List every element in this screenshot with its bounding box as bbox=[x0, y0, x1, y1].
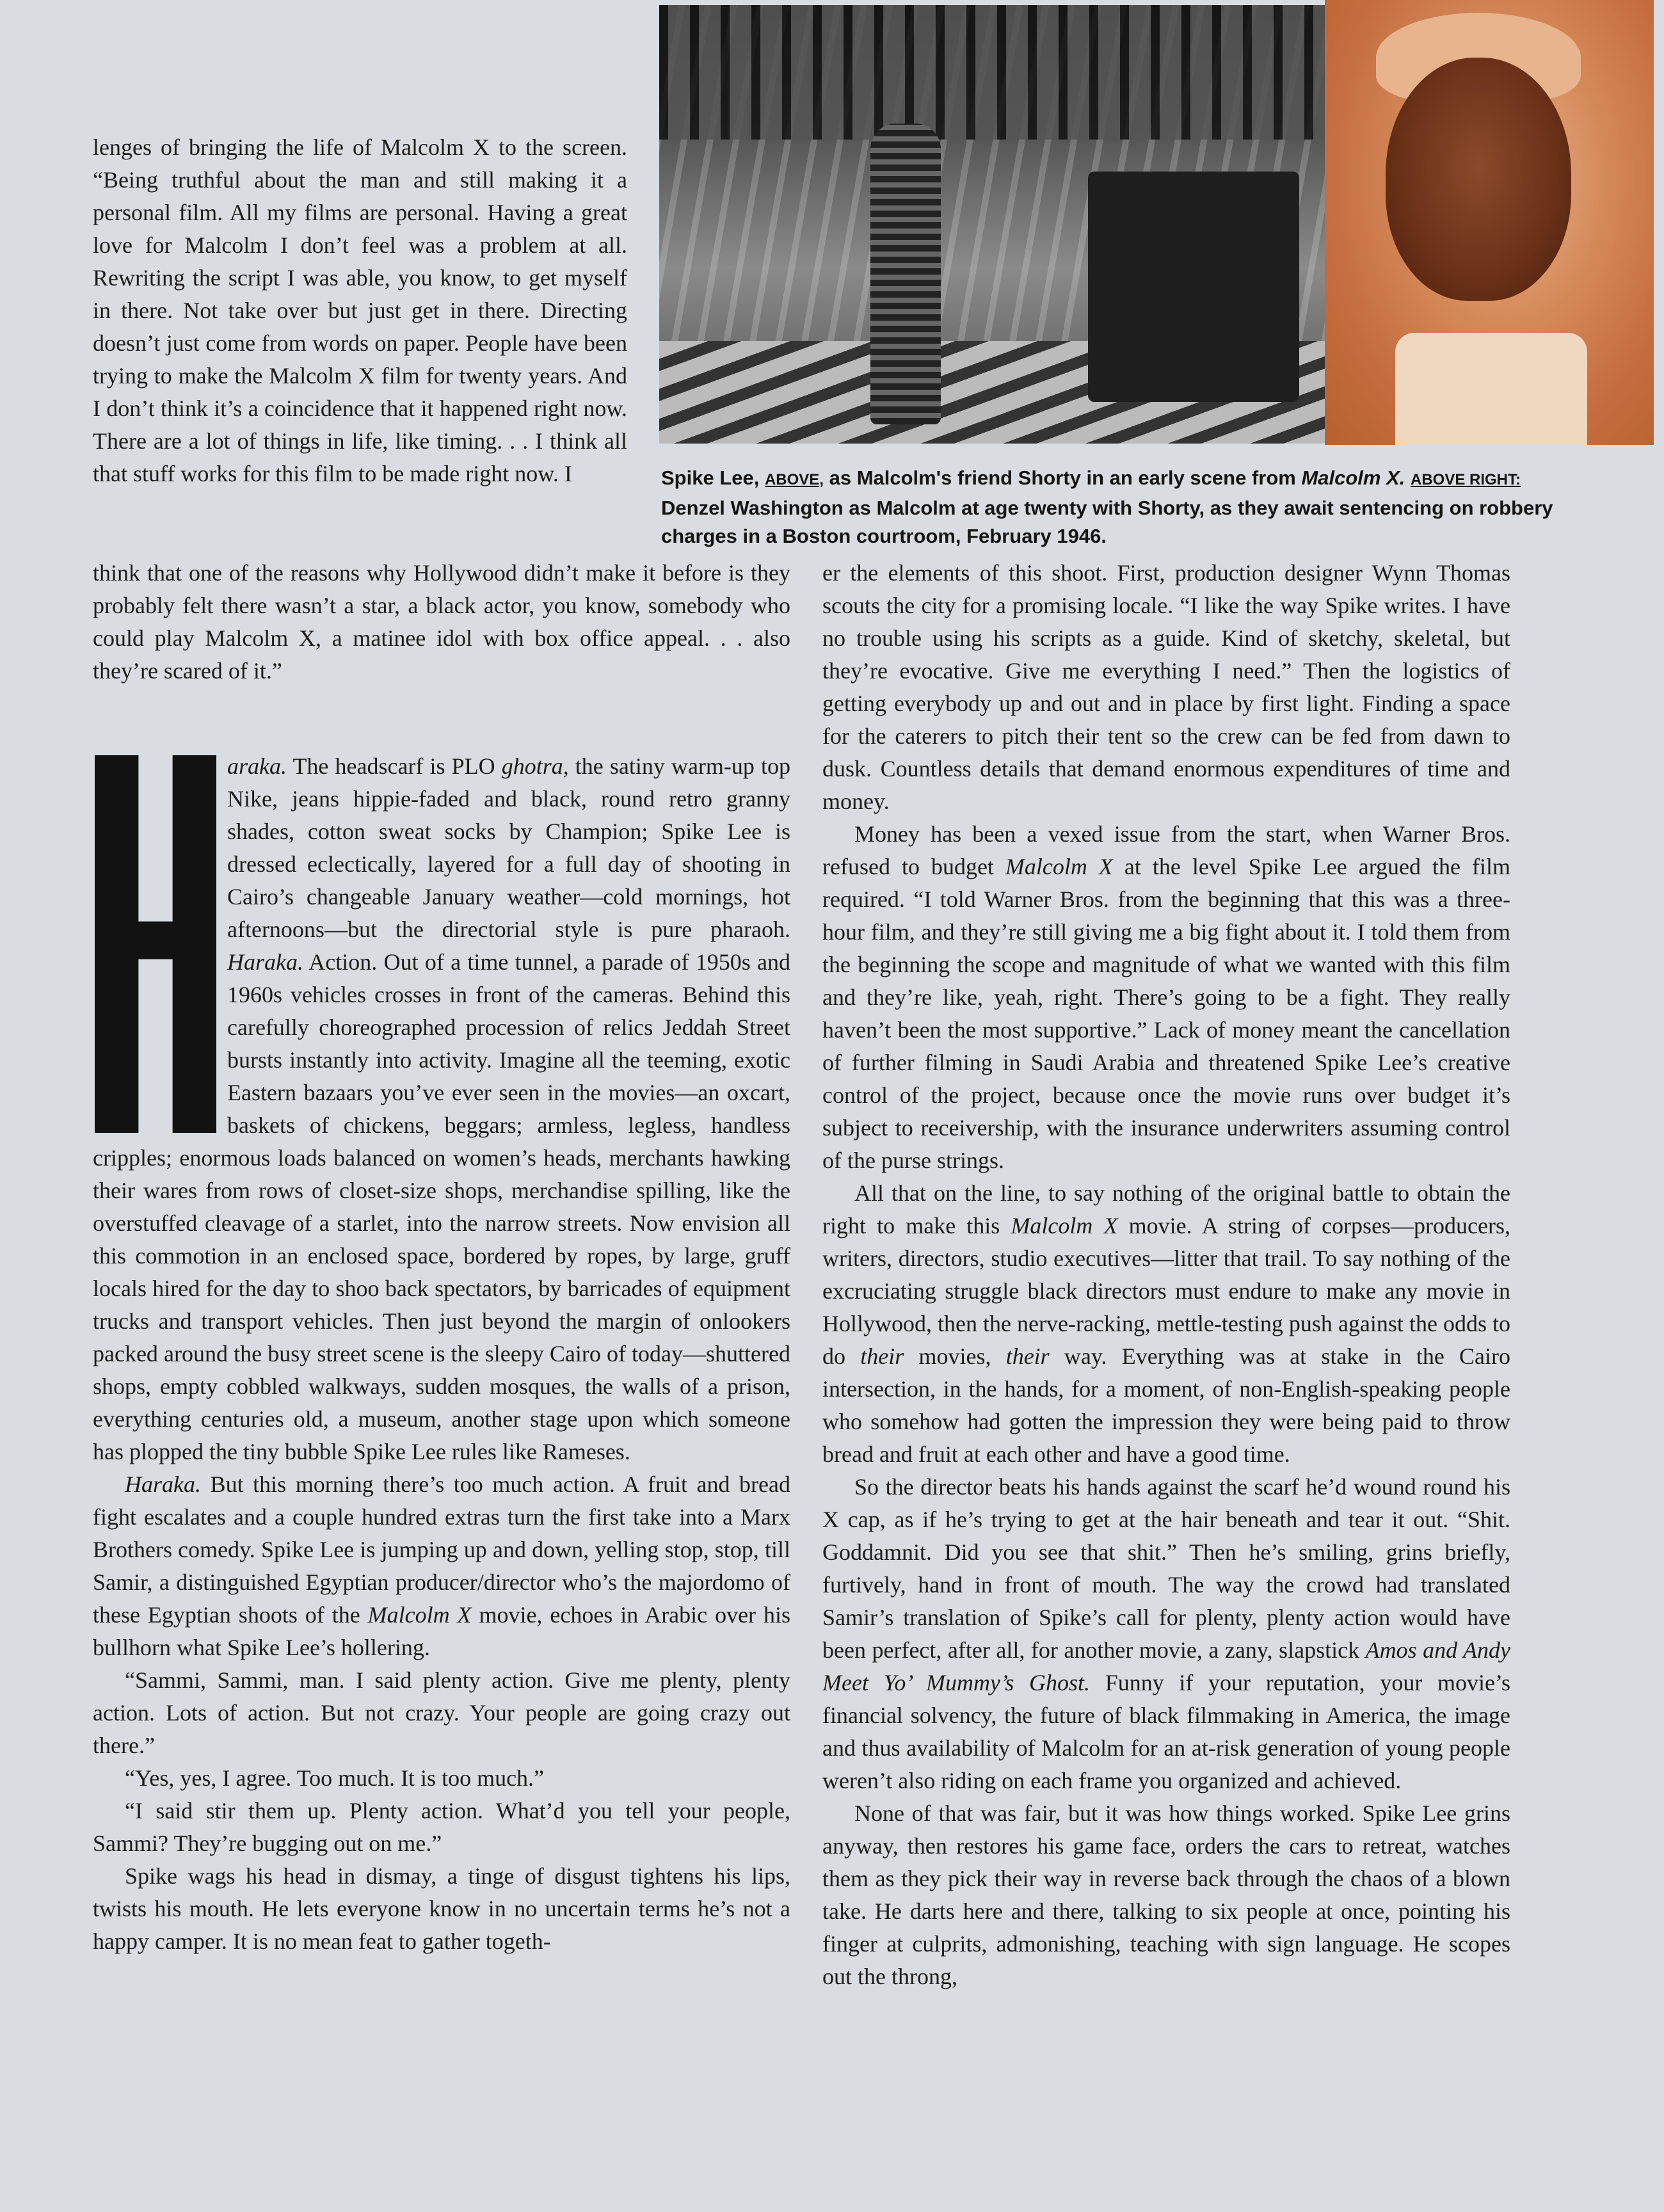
emphasis: their bbox=[860, 1343, 904, 1369]
left-paragraph-5: “I said stir them up. Plenty action. What’d you tell your people, Sammi? They’re bugging out on me.” bbox=[93, 1798, 790, 1856]
text: Action. Out of a time tunnel, a parade of 1950s and 1960s vehicles crosses in front of the cameras. Behind this carefully choreographed procession of relics Jeddah Street bursts instantly into activity. Imagine all the teeming, exotic Eastern bazaars you’ve ever seen in the movies—an oxcart, baskets of chickens, beggars; armless, legless, handless cripples; enormous loads balanced on women’s heads, merchants hawking their wares from rows of closet-size shops, merchandise spilling, like the overstuffed cleavage of a starlet, into the narrow streets. Now envision all this commotion in an enclosed space, bordered by ropes, by large, gruff locals hired for the day to shoo back spectators, by barricades of equipment trucks and transport vehicles. Then just beyond the margin of onlookers packed around the busy street scene is the sleepy Cairo of today—shuttered shops, empty cobbled walkways, sudden mosques, the walls of a prison, everything centuries old, a museum, another stage upon which someone has plopped the tiny bubble Spike Lee rules like Rameses. bbox=[93, 949, 790, 1464]
right-paragraph-3 bbox=[822, 1177, 1510, 1471]
film-title: Amos and Andy Meet Yo’ Mummy’s Ghost. bbox=[822, 1637, 1510, 1695]
right-column bbox=[822, 557, 1510, 1993]
caption-text: as Malcolm's friend Shorty in an early scene from bbox=[823, 467, 1302, 489]
ghotra-italic: ghotra, bbox=[501, 753, 569, 779]
truck bbox=[1088, 172, 1299, 402]
text: movie. A string of corpses—producers, writers, directors, studio executives—litter that trail. To say nothing of the excruciating struggle black directors must endure to make any movie in Hollywood, then the nerve-racking, mettle-testing push against the odds to do bbox=[822, 1213, 1511, 1369]
emphasis: their bbox=[1005, 1343, 1050, 1369]
left-column bbox=[93, 750, 790, 1958]
text: So the director beats his hands against the scarf he’d wound round his X cap, as if he’s trying to get at the hair beneath and tear it out. “Shit. Goddamnit. Did you see that shit.” Then he’s smiling, grins briefly, furtively, hand in front of mouth. The way the crowd had translated Samir’s translation of Spike’s call for plenty, plenty action would have been perfect, after all, for another movie, a zany, slapstick bbox=[822, 1474, 1510, 1663]
undershirt bbox=[1395, 333, 1587, 445]
text: Money has been a vexed issue from the start, when Warner Bros. refused to budget bbox=[822, 821, 1510, 879]
film-title: Malcolm X bbox=[1011, 1213, 1118, 1238]
text: But this morning there’s too much action. A fruit and bread fight escalates and a couple hundred extras turn the first take into a Marx Brothers comedy. Spike Lee is jumping up and down, yelling stop, stop, till Samir, a distinguished Egyptian producer/director who’s the majordomo of these Egyptian shoots of the bbox=[93, 1471, 790, 1628]
face bbox=[1386, 58, 1571, 301]
intro-text: lenges of bringing the life of Malcolm X to the screen. “Being truthful about the man and still making it a personal film. All my films are personal. Having a great love for Malcolm I don’t feel was a problem at all. Rewriting the script I was able, you know, to get myself in there. Not take over but just get in there. Directing doesn’t just come from words on paper. People have been trying to make the Malcolm X film for twenty years. And I don’t think it’s a coincidence that it happened right now. There are a lot of things in life, like timing. . . I think all that stuff works for this film to be made right now. I bbox=[93, 134, 627, 486]
caption-text: Spike Lee, bbox=[661, 467, 765, 489]
text: All that on the line, to say nothing of the original battle to obtain the right to make this bbox=[822, 1180, 1510, 1238]
caption-tag-above: ABOVE, bbox=[764, 471, 824, 488]
intro-paragraph bbox=[93, 131, 627, 490]
left-paragraph-3: “Sammi, Sammi, man. I said plenty action. Give me plenty, plenty action. Lots of action. But not crazy. Your people are going crazy out there.” bbox=[93, 1667, 790, 1758]
haraka-italic: araka. bbox=[227, 753, 287, 779]
intro-paragraph-continued bbox=[93, 557, 790, 687]
haraka-italic: Haraka. bbox=[125, 1471, 201, 1497]
caption-tag-above-right: ABOVE RIGHT: bbox=[1411, 471, 1521, 488]
text: movie, echoes in Arabic over his bullhorn what Spike Lee’s hollering. bbox=[93, 1602, 790, 1660]
text: way. Everything was at stake in the Cairo intersection, in the hands, for a moment, of non-English-speaking people who somehow had gotten the impression they were being paid to throw bread and fruit at each other and have a good time. bbox=[822, 1343, 1511, 1467]
right-paragraph-4 bbox=[822, 1471, 1510, 1797]
film-title: Malcolm X bbox=[1005, 854, 1113, 879]
text: Funny if your reputation, your movie’s financial solvency, the future of black filmmaking in America, the image and thus availability of Malcolm for an at-risk generation of young people weren’t also riding on each frame you organized and achieved. bbox=[822, 1670, 1510, 1793]
right-paragraph-2 bbox=[822, 818, 1510, 1177]
haraka-italic: Haraka. bbox=[227, 949, 303, 975]
left-paragraph-4: “Yes, yes, I agree. Too much. It is too much.” bbox=[125, 1765, 545, 1791]
right-paragraph-5: None of that was fair, but it was how things worked. Spike Lee grins anyway, then restores his game face, orders the cars to retreat, watches them as they pick their way in reverse back through the chaos of a blown take. He darts here and there, talking to six people at once, pointing his finger at culprits, admonishing, teaching with sign language. He scopes out the throng, bbox=[822, 1800, 1510, 1989]
shorty-figure bbox=[870, 124, 941, 424]
text: The headscarf is PLO bbox=[287, 753, 502, 779]
text: the satiny warm-up top Nike, jeans hippie-faded and black, round retro granny shades, cotton sweat socks by Champion; Spike Lee is dressed eclectically, layered for a full day of shooting in Cairo’s changeable January weather—cold mornings, hot afternoons—but the directorial style is pure pharaoh. bbox=[227, 753, 790, 942]
photo-spike-lee-as-shorty bbox=[659, 5, 1325, 444]
photo-denzel-washington bbox=[1325, 0, 1654, 445]
text: at the level Spike Lee argued the film required. “I told Warner Bros. from the beginning that this was a three-hour film, and they’re still giving me a big fight about it. I told them from the beginning the scope and magnitude of what we wanted with this film and they’re like, yeah, right. There’s going to be a fight. They really haven’t been the most supportive.” Lack of money meant the cancellation of further filming in Saudi Arabia and threatened Spike Lee’s creative control of the project, because once the movie runs over budget it’s subject to receivership, with the insurance underwriters assuming control of the purse strings. bbox=[822, 854, 1510, 1173]
film-title: Malcolm X bbox=[367, 1602, 472, 1628]
intro-text-continued: think that one of the reasons why Hollywood didn’t make it before is they probably felt there wasn’t a star, a black actor, you know, somebody who could play Malcolm X, a matinee idol with box office appeal. . . also they’re scared of it.” bbox=[93, 560, 790, 684]
caption-film-title: Malcolm X. bbox=[1301, 467, 1405, 489]
elevated-track bbox=[659, 5, 1325, 140]
caption-text: Denzel Washington as Malcolm at age twenty with Shorty, as they await sentencing on robbery charges in a Boston courtroom, February 1946. bbox=[661, 497, 1553, 547]
photo-caption bbox=[661, 464, 1564, 550]
left-paragraph-1 bbox=[93, 750, 790, 1468]
right-paragraph-1: er the elements of this shoot. First, production designer Wynn Thomas scouts the city for a promising locale. “I like the way Spike writes. I have no trouble using his scripts as a guide. Kind of sketchy, skeletal, but they’re evocative. Give me everything I need.” Then the logistics of getting everybody up and out and in place by first light. Finding a space for the caterers to pitch their tent so the crew can be fed from dawn to dusk. Countless details that demand enormous expenditures of time and money. bbox=[822, 560, 1510, 814]
left-paragraph-6: Spike wags his head in dismay, a tinge of disgust tightens his lips, twists his mouth. He lets everyone know in no uncertain terms he’s not a happy camper. It is no mean feat to gather togeth- bbox=[93, 1863, 790, 1954]
left-paragraph-2 bbox=[93, 1468, 790, 1664]
text: movies, bbox=[904, 1343, 1006, 1369]
